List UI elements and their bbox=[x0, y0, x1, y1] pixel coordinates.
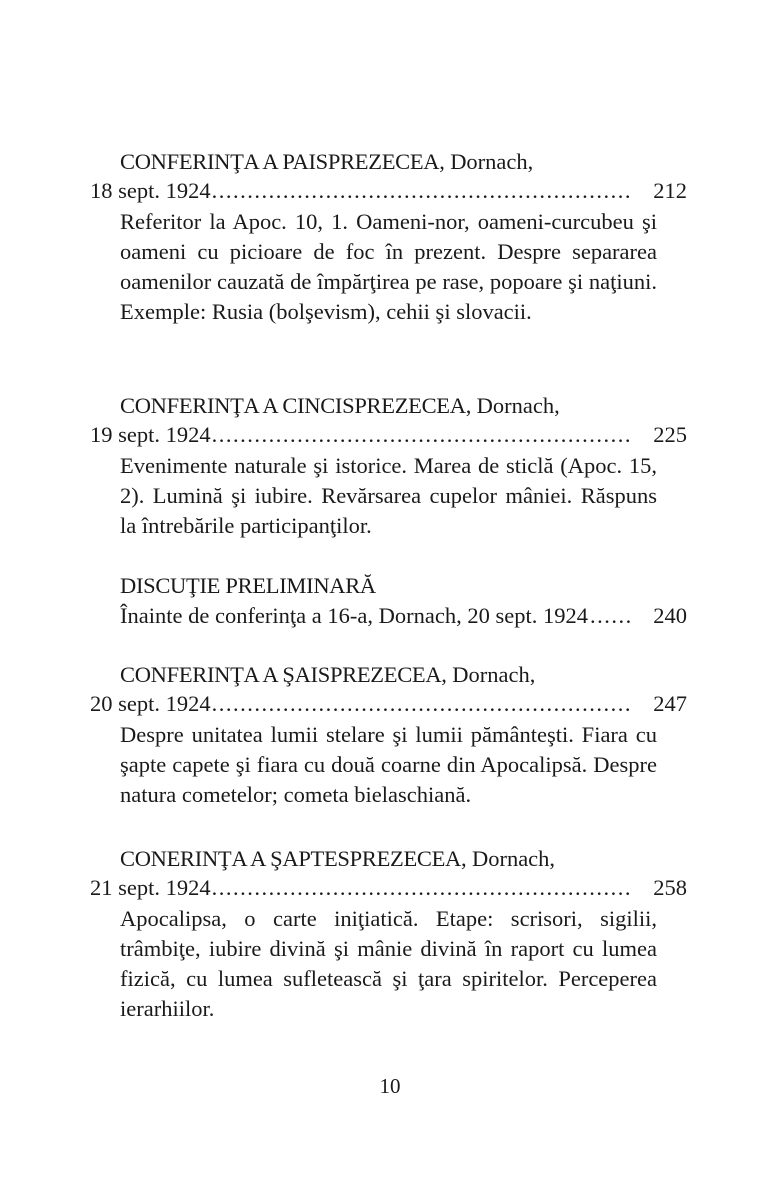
toc-entry-conference-17 bbox=[90, 843, 687, 1024]
entry-description: Evenimente naturale şi istorice. Marea de sticlă (Apoc. 15, 2). Lumină şi iubire. Revărsarea cupelor mâniei. Răspuns la întrebările participanţilor. bbox=[120, 453, 657, 538]
dot-leader bbox=[590, 601, 633, 631]
entry-place: Dornach, bbox=[471, 846, 556, 871]
entry-page-number: 212 bbox=[653, 178, 687, 203]
entry-page-number: 258 bbox=[653, 875, 687, 900]
entry-title-line bbox=[90, 390, 687, 421]
entry-title: CONFERINŢA A CINCISPREZECEA, bbox=[120, 393, 472, 418]
entry-title-line bbox=[90, 659, 687, 690]
entry-title-line bbox=[90, 843, 687, 874]
entry-subtitle: Înainte de conferinţa a 16-a, Dornach, 20 sept. 1924 bbox=[120, 603, 588, 628]
entry-date-row bbox=[90, 177, 687, 205]
entry-title: CONFERINŢA A ŞAISPREZECEA, bbox=[120, 662, 447, 687]
entry-description: Apocalipsa, o carte iniţiatică. Etape: scrisori, sigilii, trâmbiţe, iubire divină şi mânie divină în raport cu lumea fizică, cu lumea sufletească şi ţara spiritelor. Perceperea ierarhiilor. bbox=[120, 906, 657, 1021]
entry-page-number: 247 bbox=[653, 691, 687, 716]
entry-date: 21 sept. 1924 bbox=[90, 875, 211, 900]
toc-entry-preliminary-discussion bbox=[90, 570, 687, 631]
toc-entry-conference-15 bbox=[90, 390, 687, 541]
entry-title: CONFERINŢA A PAISPREZECEA, bbox=[120, 149, 445, 174]
entry-description: Referitor la Apoc. 10, 1. Oameni-nor, oameni-curcubeu şi oameni cu picioare de foc în prezent. Despre separarea oamenilor cauzată de împărţirea pe rase, popoare şi naţiuni. Exemple: Rusia (bolşevism), cehii şi slovacii. bbox=[120, 209, 657, 324]
entry-page-number: 240 bbox=[653, 603, 687, 628]
entry-place: Dornach, bbox=[476, 393, 560, 418]
dot-leader bbox=[212, 421, 633, 449]
entry-description: Despre unitatea lumii stelare şi lumii pământeşti. Fiara cu şapte capete şi fiara cu două coarne din Apocalipsă. Despre natura cometelor; cometa bielaschiană. bbox=[120, 722, 657, 807]
dot-leader bbox=[212, 874, 633, 902]
entry-place: Dornach, bbox=[452, 662, 536, 687]
entry-subtitle-row bbox=[90, 601, 687, 631]
entry-date-row bbox=[90, 421, 687, 449]
entry-place: Dornach, bbox=[450, 149, 534, 174]
entry-date: 20 sept. 1924 bbox=[90, 691, 211, 716]
toc-entry-conference-16 bbox=[90, 659, 687, 810]
entry-title: DISCUŢIE PRELIMINARĂ bbox=[120, 573, 376, 598]
entry-date-row bbox=[90, 874, 687, 902]
entry-title-line bbox=[90, 146, 687, 177]
entry-date: 19 sept. 1924 bbox=[90, 422, 211, 447]
toc-entry-conference-14 bbox=[90, 146, 687, 327]
entry-date: 18 sept. 1924 bbox=[90, 178, 211, 203]
dot-leader bbox=[212, 177, 633, 205]
dot-leader bbox=[212, 690, 633, 718]
page-number-footer: 10 bbox=[379, 1074, 401, 1098]
entry-title-line bbox=[90, 570, 687, 601]
entry-page-number: 225 bbox=[653, 422, 687, 447]
entry-title: CONERINŢA A ŞAPTESPREZECEA, bbox=[120, 846, 467, 871]
entry-date-row bbox=[90, 690, 687, 718]
